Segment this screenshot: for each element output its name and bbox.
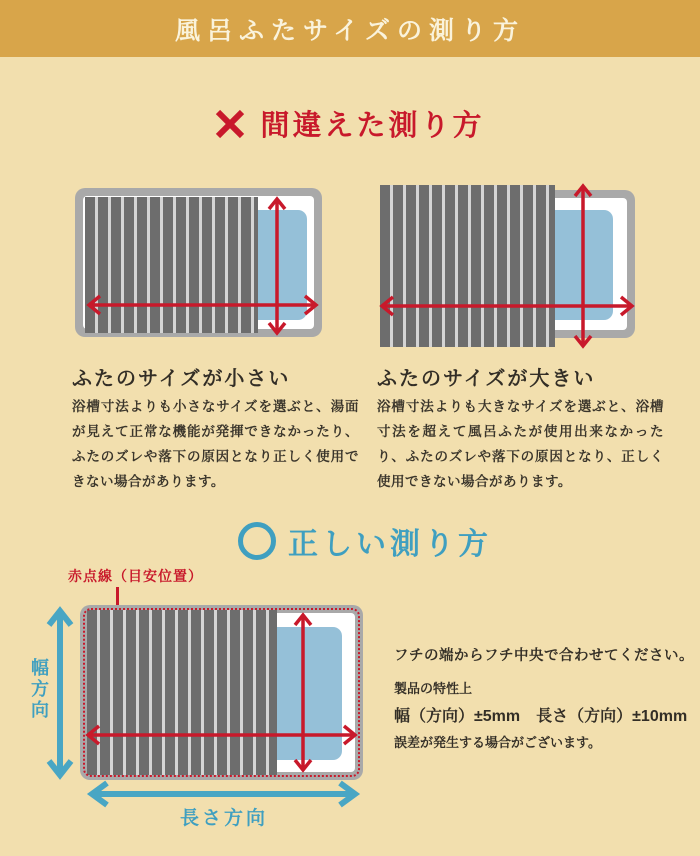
measure-arrows <box>80 605 363 780</box>
measure-arrows <box>75 188 322 337</box>
length-axis-label: 長さ方向 <box>179 808 268 829</box>
header-bar <box>0 0 700 57</box>
diagram-correct-measuring <box>80 605 363 780</box>
correct-section-title-text: 正しい測り方 <box>288 528 492 561</box>
diagram-lid-too-small <box>75 188 322 337</box>
note-tolerance-disclaimer: 誤差が発生する場合がございます。 <box>394 735 601 750</box>
measure-arrows <box>377 183 637 349</box>
wrong-section-title <box>0 103 700 144</box>
red-dotted-line-label: 赤点線（目安位置） <box>68 568 203 584</box>
cross-icon <box>215 109 245 139</box>
wrong-section-title-text: 間違えた測り方 <box>260 110 485 142</box>
diagram-lid-too-big <box>377 183 637 349</box>
caption-too-big-heading: ふたのサイズが大きい <box>377 368 596 390</box>
caption-too-big-body: 浴槽寸法よりも大きなサイズを選ぶと、浴槽寸法を超えて風呂ふたが使用出来なかったり、ふたのズレや落下の原因となり、正しく使用できない場合があります。 <box>377 399 664 489</box>
caption-too-small-body: 浴槽寸法よりも小さなサイズを選ぶと、湯面が見えて正常な機能が発揮できなかったり、ふたのズレや落下の原因となり正しく使用できない場合があります。 <box>72 399 359 489</box>
correct-section-title <box>0 519 700 563</box>
note-tolerance-values: 幅（方向）±5mm 長さ（方向）±10mm <box>394 708 688 725</box>
caption-too-small-heading: ふたのサイズが小さい <box>72 368 291 390</box>
page-title: 風呂ふたサイズの測り方 <box>174 16 525 45</box>
note-product-characteristic: 製品の特性上 <box>394 681 473 696</box>
measuring-notes <box>394 644 694 751</box>
circle-icon <box>238 522 276 560</box>
width-axis-label: 幅方向 <box>29 658 49 721</box>
note-align-rim: フチの端からフチ中央で合わせてください。 <box>394 648 694 664</box>
